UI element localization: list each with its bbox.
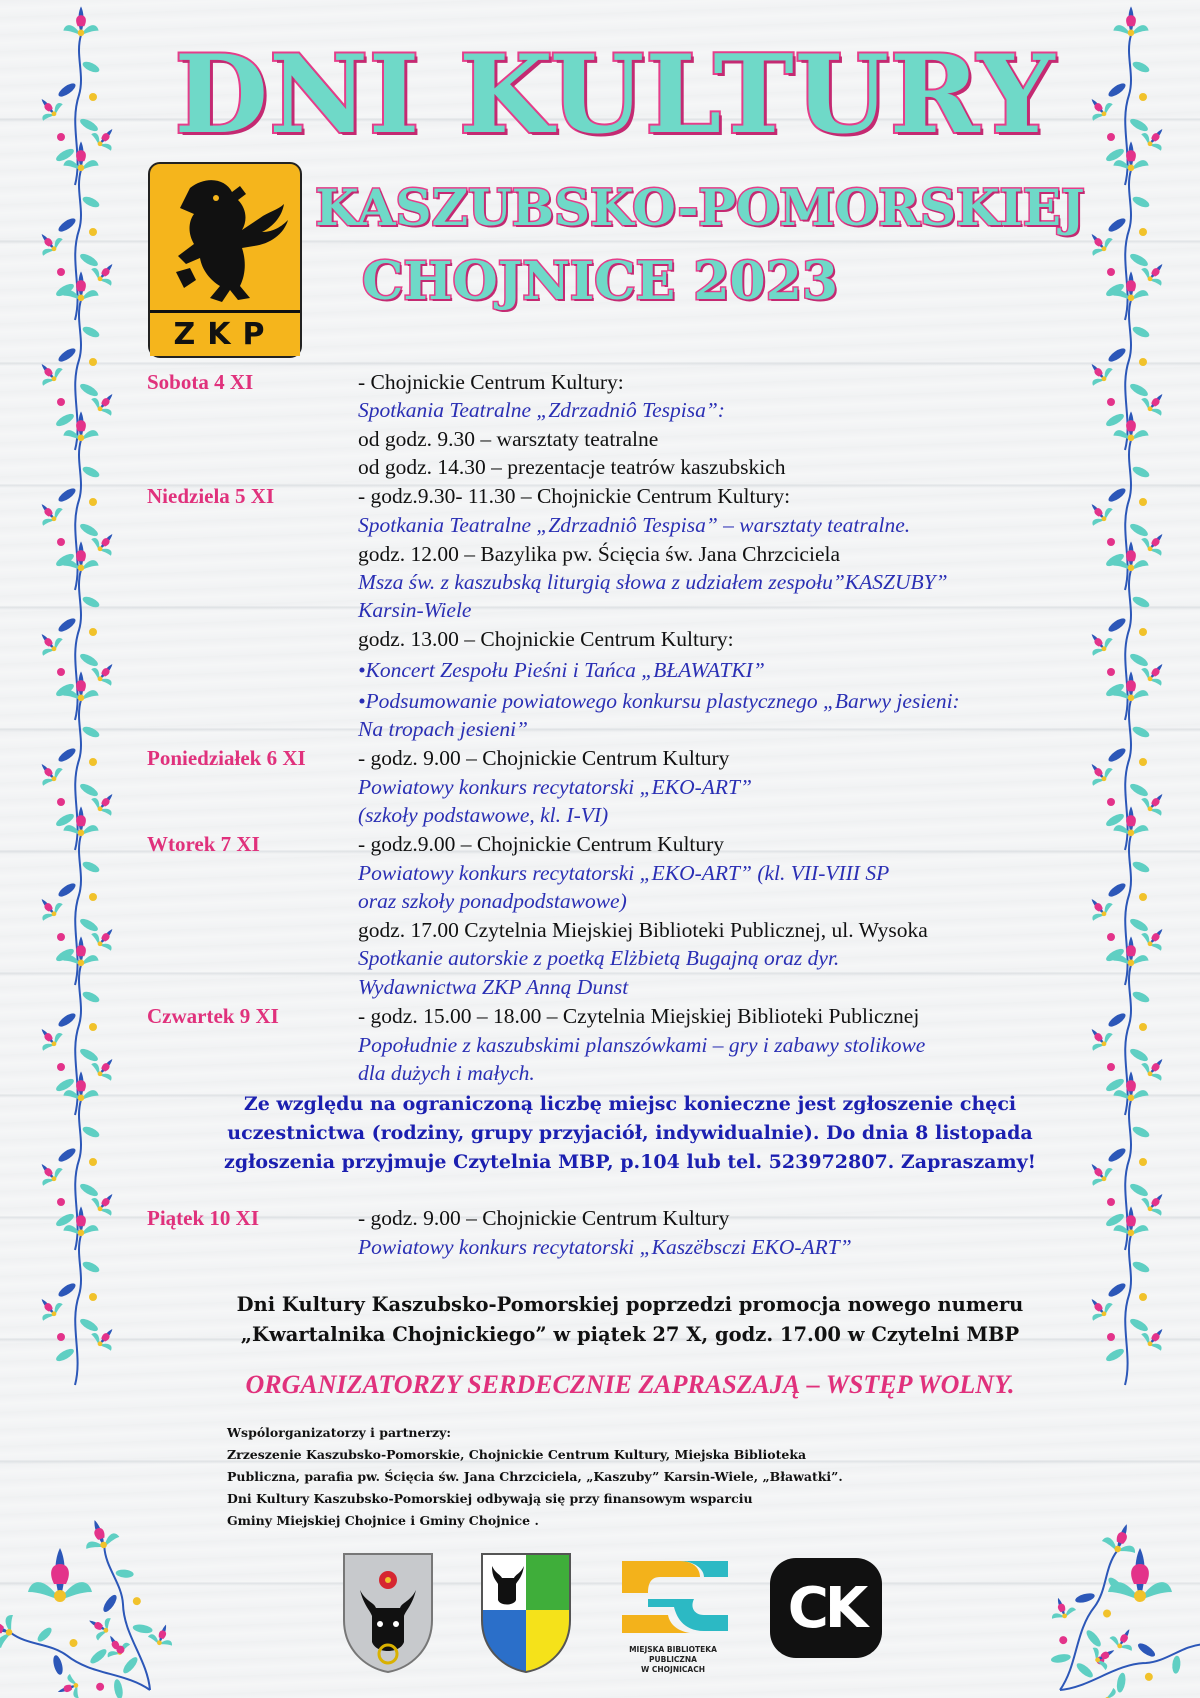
organizers-invitation: ORGANIZATORZY SERDECZNIE ZAPRASZAJĄ – WSTĘP WOLNY.	[245, 1370, 1015, 1399]
kwartalnik-promo	[160, 1290, 1100, 1350]
mbp-caption-line: W CHOJNICACH	[641, 1665, 705, 1674]
day-label-sunday: Niedziela 5 XI	[147, 484, 275, 508]
schedule-line: Spotkania Teatralne „Zdrzadniô Tespisa” – warsztaty teatralne.	[358, 513, 911, 537]
zkp-logo-text: ZKP	[150, 310, 300, 356]
partners-line: Gminy Miejskiej Chojnice i Gminy Chojnice .	[227, 1513, 539, 1528]
partners-line: Publiczna, parafia pw. Ścięcia św. Jana Chrzciciela, „Kaszuby” Karsin-Wiele, „Bławatki”.	[227, 1469, 843, 1484]
mbp-logo-caption	[618, 1645, 728, 1675]
schedule-line: (szkoły podstawowe, kl. I-VI)	[358, 803, 609, 827]
schedule-line: Wydawnictwa ZKP Anną Dunst	[358, 975, 629, 999]
schedule-line: Spotkania Teatralne „Zdrzadniô Tespisa”:	[358, 398, 725, 422]
partners-block	[227, 1422, 927, 1532]
ck-logo-text: CK	[787, 1575, 865, 1641]
schedule-line: - Chojnickie Centrum Kultury:	[358, 370, 624, 394]
day-label-monday: Poniedziałek 6 XI	[147, 746, 306, 770]
schedule-line: Popołudnie z kaszubskimi planszówkami – gry i zabawy stolikowe	[358, 1033, 926, 1057]
day-label-thursday: Czwartek 9 XI	[147, 1004, 279, 1028]
schedule-line: - godz. 9.00 – Chojnickie Centrum Kultury	[358, 746, 730, 770]
promo-line: „Kwartalnika Chojnickiego” w piątek 27 X, godz. 17.00 w Czytelni MBP	[240, 1323, 1020, 1346]
poster-subtitle-region: KASZUBSKO-POMORSKIEJ	[315, 178, 1085, 237]
schedule-line: Powiatowy konkurs recytatorski „EKO-ART”	[358, 775, 752, 799]
schedule-line: dla dużych i małych.	[358, 1061, 535, 1085]
notice-line: zgłoszenia przyjmuje Czytelnia MBP, p.104 lub tel. 523972807. Zapraszamy!	[224, 1151, 1036, 1173]
day-label-tuesday: Wtorek 7 XI	[147, 832, 260, 856]
schedule-line: •Podsumowanie powiatowego konkursu plastycznego „Barwy jesieni:	[358, 689, 960, 713]
gmina-chojnice-crest	[478, 1550, 574, 1674]
promo-line: Dni Kultury Kaszubsko-Pomorskiej poprzedzi promocja nowego numeru	[236, 1293, 1024, 1316]
schedule-line: - godz.9.30- 11.30 – Chojnickie Centrum Kultury:	[358, 484, 791, 508]
schedule-line: godz. 12.00 – Bazylika pw. Ścięcia św. Jana Chrzciciela	[358, 542, 840, 566]
schedule-line: Msza św. z kaszubską liturgią słowa z udziałem zespołu”KASZUBY”	[358, 570, 948, 594]
mbp-library-logo	[620, 1555, 730, 1641]
schedule-line: - godz.9.00 – Chojnickie Centrum Kultury	[358, 832, 725, 856]
schedule-line: od godz. 14.30 – prezentacje teatrów kaszubskich	[358, 455, 786, 479]
schedule-line: Powiatowy konkurs recytatorski „Kaszëbsczi EKO-ART”	[358, 1235, 852, 1259]
notice-line: uczestnictwa (rodziny, grupy przyjaciół, indywidualnie). Do dnia 8 listopada	[227, 1122, 1033, 1144]
schedule-line: godz. 13.00 – Chojnickie Centrum Kultury:	[358, 627, 734, 651]
schedule-line: oraz szkoły ponadpodstawowe)	[358, 889, 627, 913]
schedule-line: Karsin-Wiele	[358, 598, 472, 622]
partners-heading: Wspólorganizatorzy i partnerzy:	[227, 1425, 452, 1440]
poster-subtitle-city-year: CHOJNICE 2023	[361, 251, 839, 312]
schedule-line: Na tropach jesieni”	[358, 717, 529, 741]
registration-notice	[160, 1090, 1100, 1177]
mbp-caption-line: MIEJSKA BIBLIOTEKA PUBLICZNA	[629, 1645, 717, 1664]
ck-centrum-kultury-logo	[770, 1558, 882, 1658]
notice-line: Ze względu na ograniczoną liczbę miejsc konieczne jest zgłoszenie chęci	[243, 1093, 1017, 1115]
schedule-line: - godz. 9.00 – Chojnickie Centrum Kultury	[358, 1206, 730, 1230]
partners-line: Dni Kultury Kaszubsko-Pomorskiej odbywają się przy finansowym wsparciu	[227, 1491, 753, 1506]
schedule-line: godz. 17.00 Czytelnia Miejskiej Biblioteki Publicznej, ul. Wysoka	[358, 918, 928, 942]
schedule-line: od godz. 9.30 – warsztaty teatralne	[358, 427, 659, 451]
schedule-line: •Koncert Zespołu Pieśni i Tańca „BŁAWATKI”	[358, 658, 765, 682]
schedule-line: - godz. 15.00 – 18.00 – Czytelnia Miejskiej Biblioteki Publicznej	[358, 1004, 920, 1028]
schedule-line: Spotkanie autorskie z poetką Elżbietą Bugajną oraz dyr.	[358, 946, 840, 970]
schedule-line: Powiatowy konkurs recytatorski „EKO-ART” (kl. VII-VIII SP	[358, 861, 890, 885]
chojnice-city-crest	[340, 1550, 436, 1674]
partners-line: Zrzeszenie Kaszubsko-Pomorskie, Chojnickie Centrum Kultury, Miejska Biblioteka	[227, 1447, 807, 1462]
day-label-saturday: Sobota 4 XI	[147, 370, 254, 394]
day-label-friday: Piątek 10 XI	[147, 1206, 259, 1230]
poster-title: DNI KULTURY	[174, 32, 1056, 158]
